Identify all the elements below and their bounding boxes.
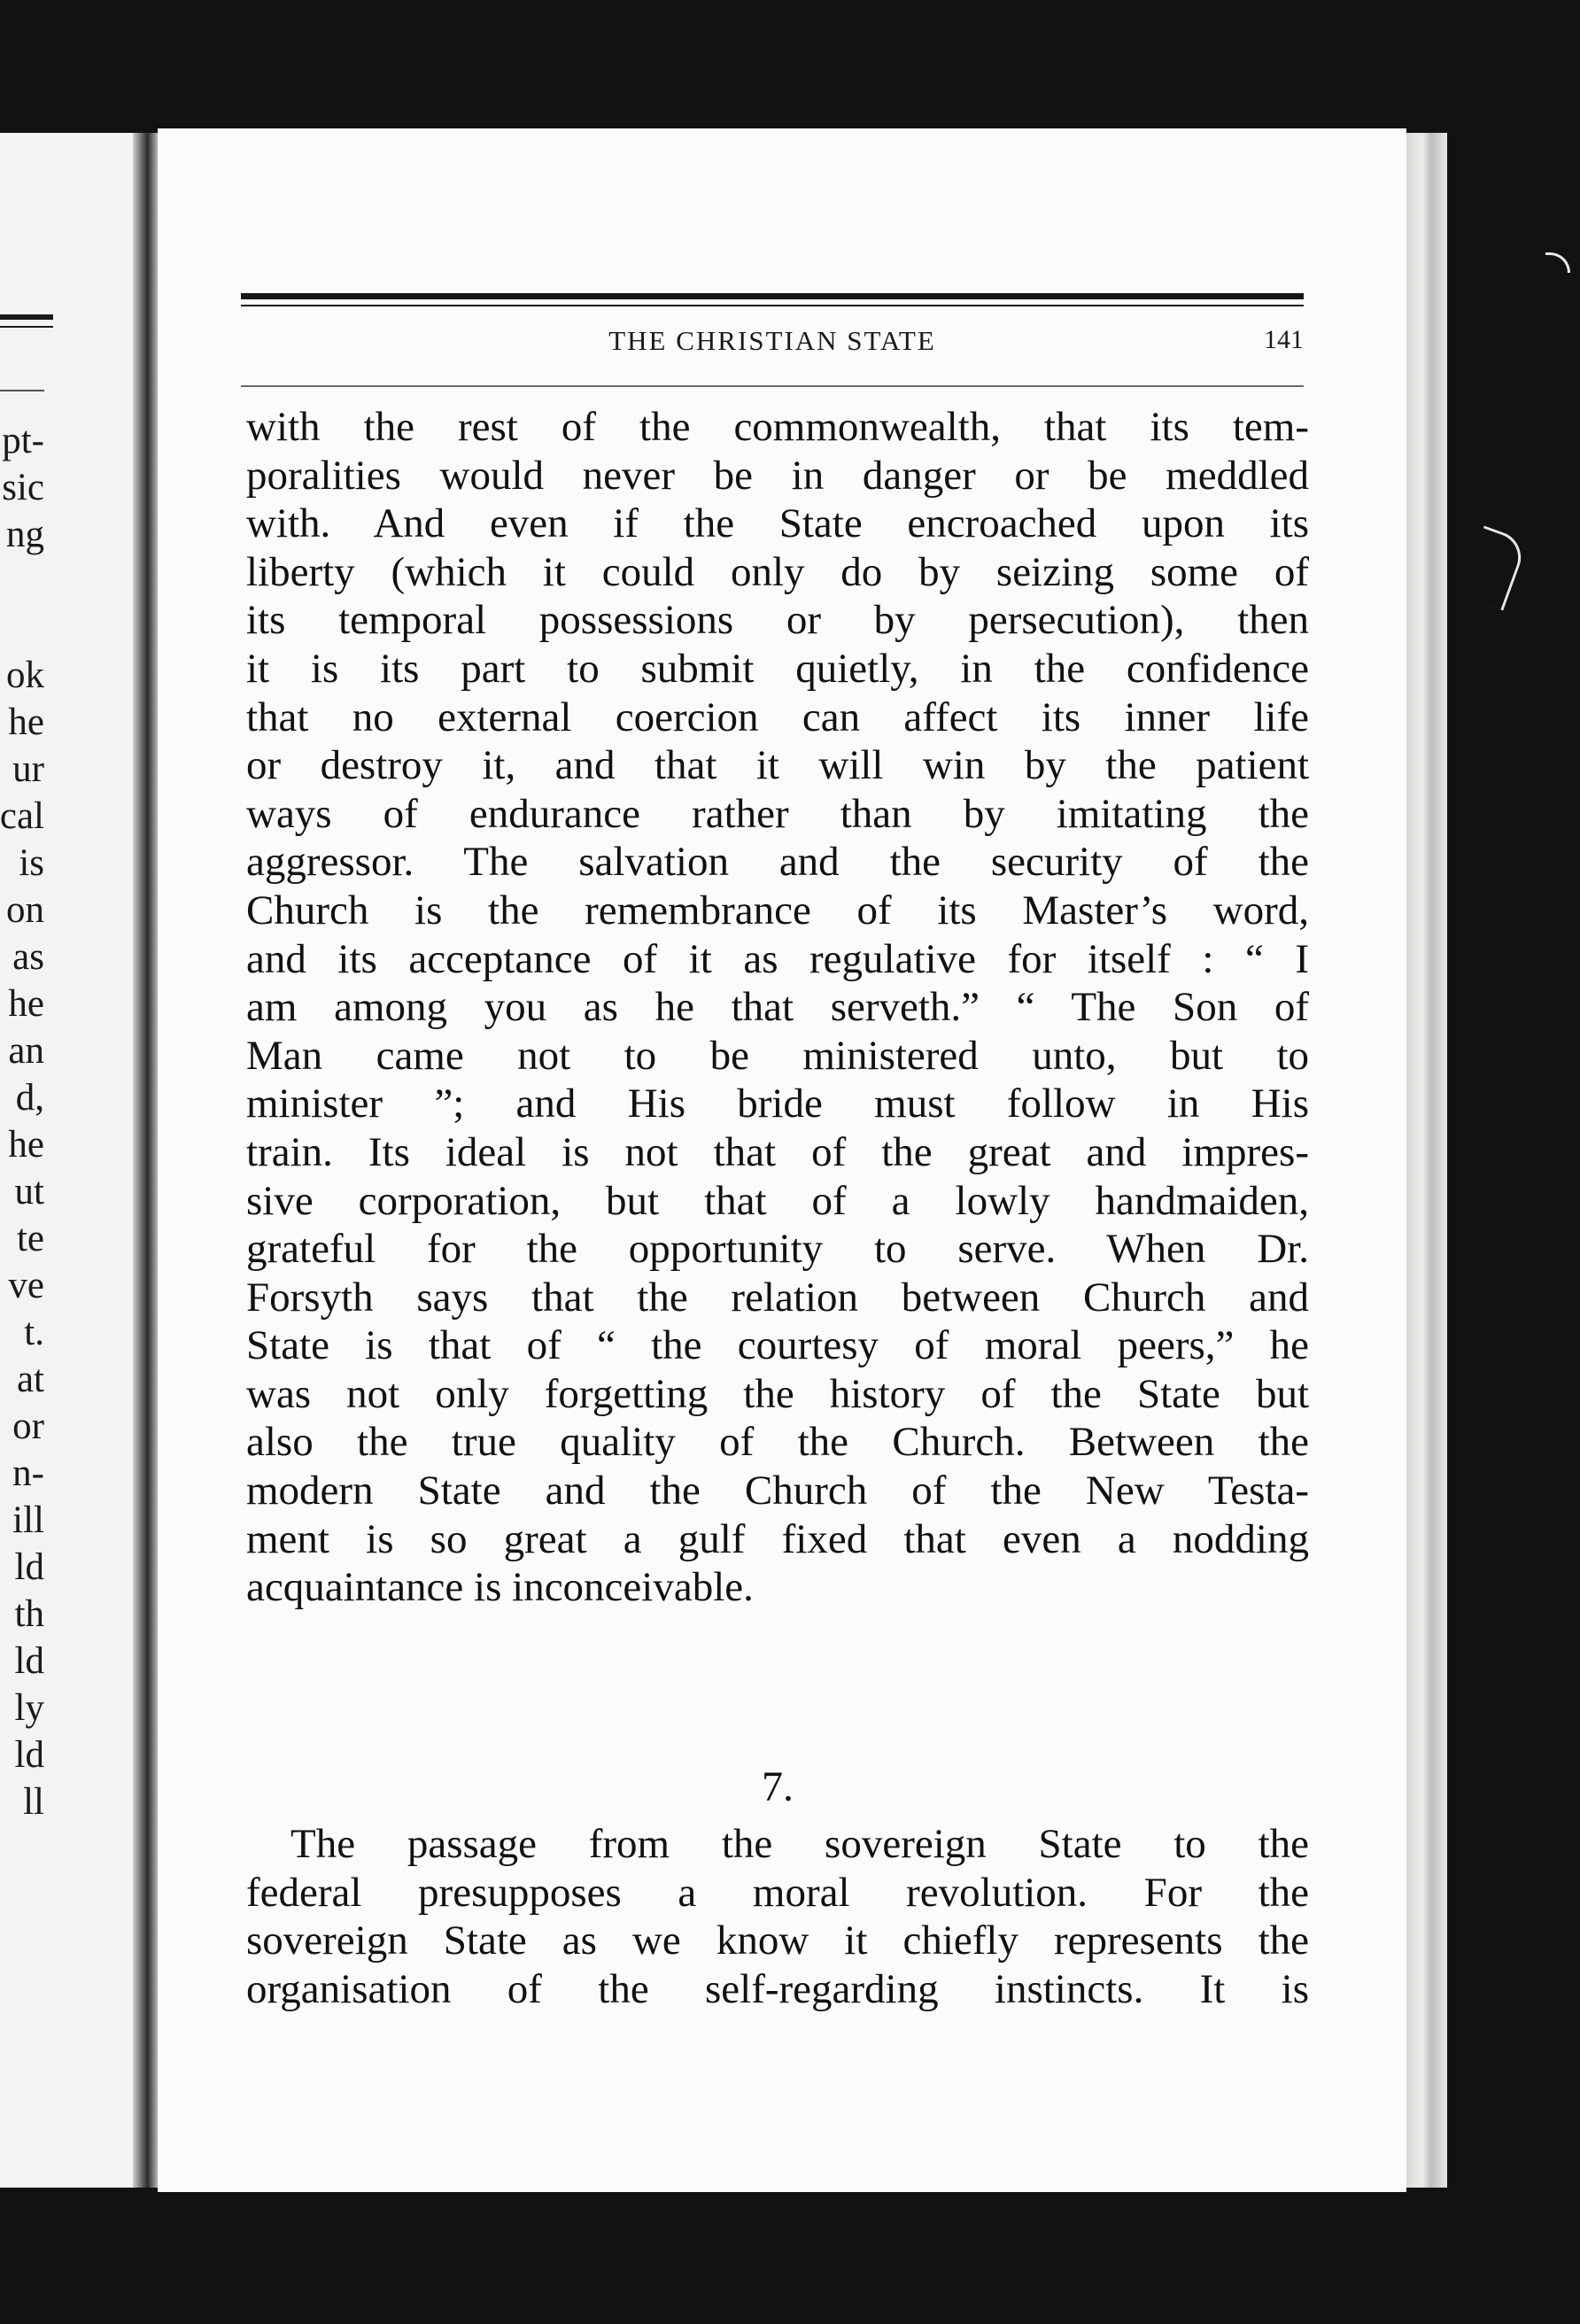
previous-page-header-underline <box>0 390 44 391</box>
previous-page-fragment: t. <box>24 1312 44 1353</box>
text-line: modern State and the Church of the New Testa- <box>246 1468 1309 1514</box>
text-line: organisation of the self-regarding instincts. It is <box>246 1965 1309 2012</box>
running-head: THE CHRISTIAN STATE <box>608 325 936 356</box>
current-page <box>158 128 1406 2192</box>
previous-page-fragment: ld <box>14 1734 44 1776</box>
header-rule-thin <box>241 305 1304 306</box>
previous-page-fragment: d, <box>15 1077 44 1119</box>
previous-page-fragment: ld <box>14 1546 44 1588</box>
previous-page-header-rule <box>0 314 53 320</box>
text-line: aggressor. The salvation and the security of the <box>246 839 1309 886</box>
previous-page-fragment: pt- <box>2 420 44 461</box>
previous-page-fragment: ve <box>8 1265 44 1306</box>
previous-page-text-fragments <box>0 418 44 1826</box>
previous-page-fragment: n- <box>12 1452 44 1494</box>
text-line: sive corporation, but that of a lowly handmaiden, <box>246 1177 1309 1224</box>
text-line: sovereign State as we know it chiefly represents the <box>246 1917 1309 1964</box>
text-line: grateful for the opportunity to serve. When Dr. <box>246 1226 1309 1273</box>
previous-page-fragment: is <box>19 842 44 884</box>
text-line: Man came not to be ministered unto, but to <box>246 1032 1309 1079</box>
previous-page-fragment: ok <box>6 655 44 696</box>
text-line: liberty (which it could only do by seizing some of <box>246 548 1309 595</box>
page-number: 141 <box>1264 325 1304 354</box>
previous-page-fragment: as <box>12 936 44 978</box>
text-line: Forsyth says that the relation between Church and <box>246 1274 1309 1321</box>
text-line: poralities would never be in danger or be meddled <box>246 452 1309 499</box>
section-paragraph <box>246 1820 1309 2013</box>
previous-page-fragment: on <box>6 889 44 931</box>
previous-page-fragment: ld <box>14 1640 44 1682</box>
page-header <box>241 325 1304 369</box>
text-line: also the true quality of the Church. Between the <box>246 1419 1309 1466</box>
body-paragraph <box>246 403 1309 1612</box>
previous-page-fragment: he <box>8 1124 44 1166</box>
previous-page-fragment: th <box>14 1593 44 1635</box>
text-line: am among you as he that serveth.” “ The Son of <box>246 984 1309 1031</box>
previous-page-fragment <box>0 559 44 606</box>
page-stack-edge <box>1406 133 1447 2188</box>
previous-page-fragment: ly <box>14 1687 44 1729</box>
header-rule-thick <box>241 293 1304 299</box>
previous-page-fragment: cal <box>0 795 44 837</box>
previous-page-header-rule-thin <box>0 326 53 328</box>
previous-page-fragment: ng <box>6 514 44 555</box>
text-line: it is its part to submit quietly, in the confidence <box>246 645 1309 692</box>
previous-page-fragment: te <box>16 1218 44 1259</box>
text-line: or destroy it, and that it will win by the patient <box>246 742 1309 789</box>
header-underline <box>241 385 1304 387</box>
text-line: ways of endurance rather than by imitating the <box>246 790 1309 837</box>
text-line: with the rest of the commonwealth, that its tem- <box>246 404 1309 450</box>
previous-page-fragment: ut <box>14 1171 44 1212</box>
text-line: Church is the remembrance of its Master’s word, <box>246 887 1309 933</box>
previous-page-fragment: an <box>8 1030 44 1072</box>
previous-page-fragment: ur <box>12 748 44 790</box>
text-line: The passage from the sovereign State to the <box>290 1821 1309 1867</box>
text-line: ment is so great a gulf fixed that even a nodding <box>246 1515 1309 1562</box>
previous-page-fragment <box>0 606 44 653</box>
text-line: and its acceptance of it as regulative for itself : “ I <box>246 935 1309 982</box>
section-number: 7. <box>762 1763 794 1810</box>
text-line: acquaintance is inconceivable. <box>246 1564 754 1611</box>
book-gutter <box>133 133 159 2188</box>
previous-page-fragment: or <box>12 1406 44 1447</box>
previous-page-fragment: at <box>16 1359 44 1400</box>
text-line: that no external coercion can affect its inner life <box>246 693 1309 740</box>
previous-page-fragment: ill <box>12 1499 44 1541</box>
text-line: train. Its ideal is not that of the great and impres- <box>246 1128 1309 1175</box>
previous-page-fragment: sic <box>2 467 44 508</box>
text-line: with. And even if the State encroached upon its <box>246 500 1309 547</box>
text-line: was not only forgetting the history of the State but <box>246 1370 1309 1417</box>
text-line: federal presupposes a moral revolution. For the <box>246 1869 1309 1916</box>
previous-page-fragment: he <box>8 983 44 1025</box>
previous-page-edge <box>0 133 151 2188</box>
previous-page-fragment: ll <box>23 1781 44 1823</box>
text-line: State is that of “ the courtesy of moral peers,” he <box>246 1322 1309 1369</box>
text-line: its temporal possessions or by persecution), then <box>246 597 1309 644</box>
text-line: minister ”; and His bride must follow in His <box>246 1081 1309 1127</box>
previous-page-fragment: he <box>8 701 44 743</box>
